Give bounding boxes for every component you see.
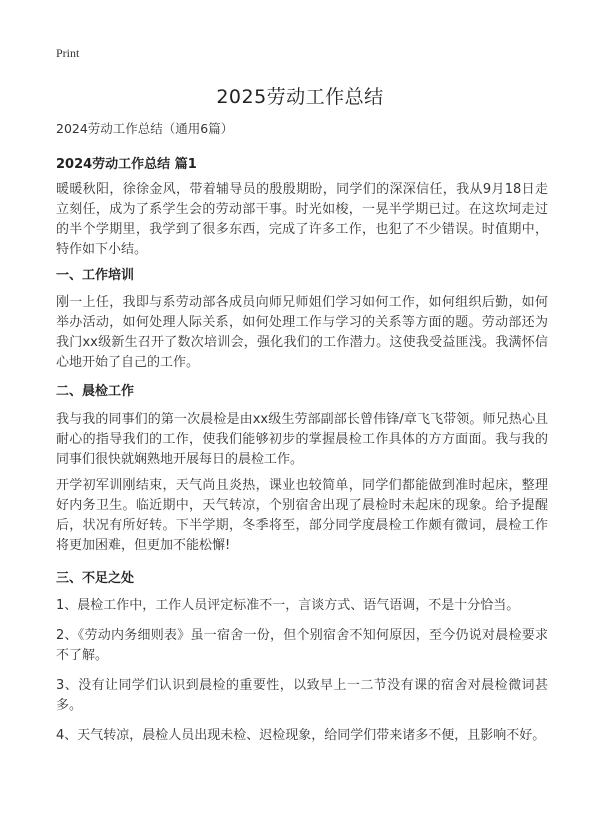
morning-check-paragraph-1: 我与我的同事们的第一次晨检是由xx级生劳部副部长曾伟锋/章飞飞带领。师兄热心且耐心的指导我们的工作，使我们能够初步的掌握晨检工作具体的方方面面。我与我的同事们很快就娴熟地开展每日的晨检工作。 bbox=[56, 412, 548, 467]
shortcoming-item-2: 2、《劳动内务细则表》虽一宿舍一份，但个别宿舍不知何原因，至今仍说对晨检要求不了解。 bbox=[56, 628, 548, 663]
print-label: Print bbox=[56, 46, 80, 60]
training-paragraph: 刚一上任，我即与系劳动部各成员向师兄师姐们学习如何工作，如何组织后勤，如何举办活动，如何处理人际关系，如何处理工作与学习的关系等方面的题。劳动部还为我门xx级新生召开了数次培训会，强化我们的工作潜力。这使我受益匪浅。我满怀信心地开始了自己的工作。 bbox=[56, 295, 548, 370]
intro-paragraph: 暖暖秋阳，徐徐金风，带着辅导员的殷殷期盼，同学们的深深信任，我从9月18日走立刻任，成为了系学生会的劳动部干事。时光如梭，一晃半学期已过。在这坎坷走过的半个学期里，我学到了很多东西，完成了许多工作，也犯了不少错误。时值期中，特作如下小结。 bbox=[56, 182, 548, 257]
section-heading-training: 一、工作培训 bbox=[56, 268, 135, 283]
section-heading-shortcomings: 三、不足之处 bbox=[56, 571, 135, 586]
section-heading-morning-check: 二、晨检工作 bbox=[56, 384, 135, 399]
morning-check-paragraph-2: 开学初军训刚结束，天气尚且炎热，课业也较简单，同学们都能做到准时起床，整理好内务卫生。临近期中，天气转凉，个别宿舍出现了晨检时未起床的现象。给予提醒后，状况有所好转。下半学期，冬季将至，部分同学度晨检工作颇有微词，晨检工作将更加困难，但更加不能松懈! bbox=[56, 478, 548, 553]
shortcoming-item-4: 4、天气转凉，晨检人员出现未检、迟检现象，给同学们带来诸多不便，且影响不好。 bbox=[56, 728, 546, 743]
shortcoming-item-3: 3、没有让同学们认识到晨检的重要性，以致早上一二节没有课的宿舍对晨检微词甚多。 bbox=[56, 678, 548, 713]
article-heading: 2024劳动工作总结 篇1 bbox=[56, 157, 197, 172]
document-subtitle: 2024劳动工作总结（通用6篇） bbox=[56, 121, 234, 136]
shortcoming-item-1: 1、晨检工作中，工作人员评定标准不一，言谈方式、语气语调，不是十分恰当。 bbox=[56, 598, 520, 613]
document-title: 2025劳动工作总结 bbox=[216, 86, 384, 108]
